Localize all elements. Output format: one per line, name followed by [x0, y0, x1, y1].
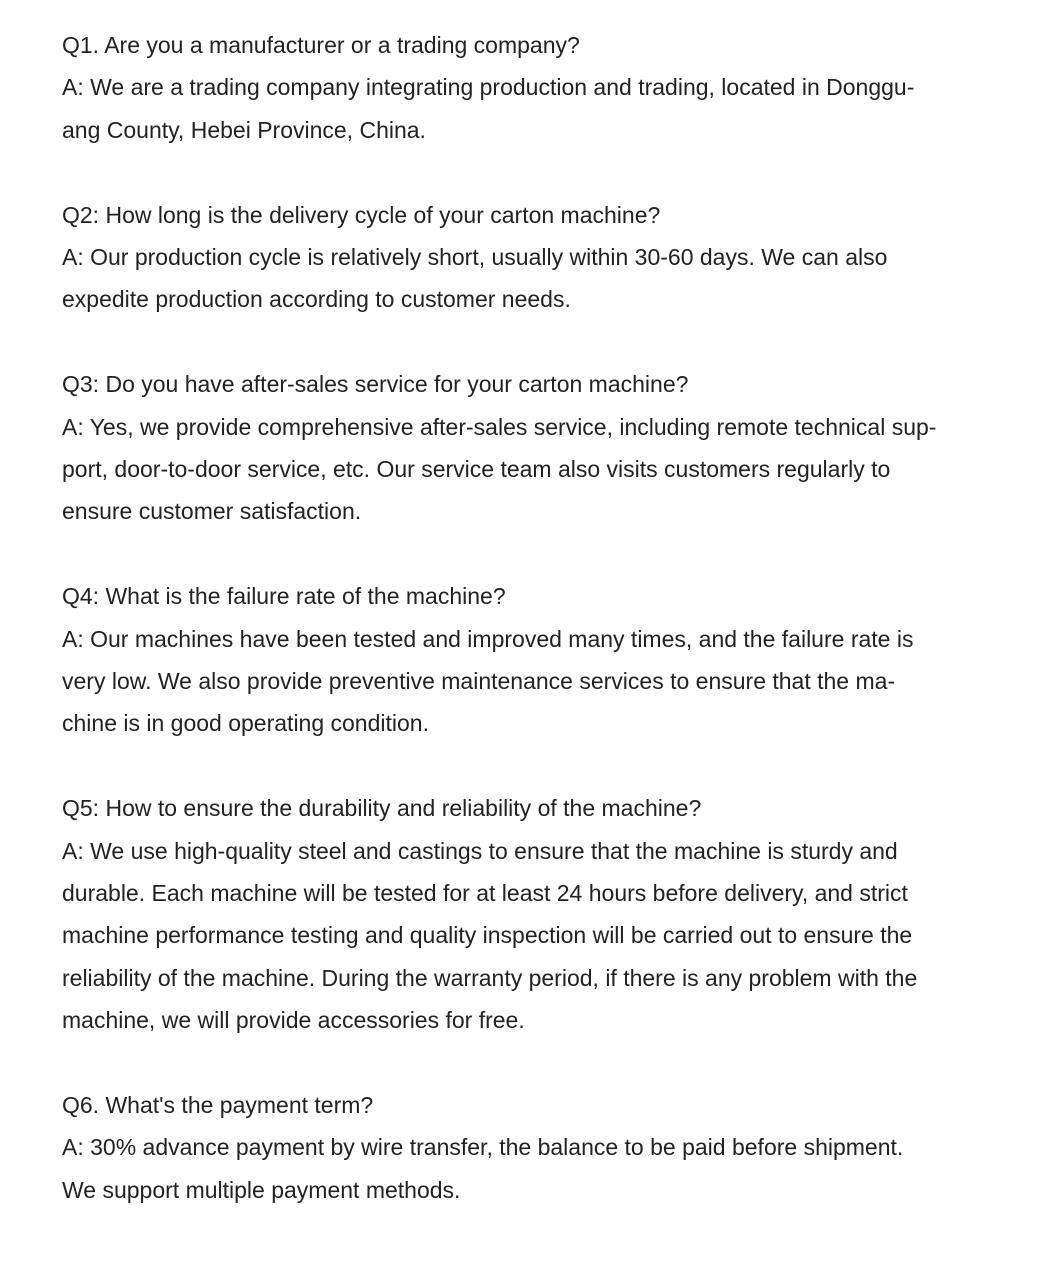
faq-question: Q5: How to ensure the durability and reliability of the machine?: [62, 795, 702, 822]
faq-answer-line: chine is in good operating condition.: [62, 710, 429, 737]
faq-item-3: [62, 363, 1042, 533]
faq-question: Q4: What is the failure rate of the machine?: [62, 583, 506, 610]
faq-answer-line: A: Our machines have been tested and improved many times, and the failure rate is: [62, 625, 914, 652]
faq-answer-line: We support multiple payment methods.: [62, 1176, 461, 1203]
faq-answer-line: A: Our production cycle is relatively short, usually within 30-60 days. We can also: [62, 244, 888, 271]
faq-question: Q3: Do you have after-sales service for your carton machine?: [62, 371, 689, 398]
faq-answer-line: very low. We also provide preventive maintenance services to ensure that the ma-: [62, 668, 896, 695]
faq-item-1: [62, 24, 1042, 151]
faq-answer-line: ensure customer satisfaction.: [62, 498, 362, 525]
faq-item-6: [62, 1084, 1042, 1211]
faq-item-5: [62, 787, 1042, 1041]
faq-answer-line: A: Yes, we provide comprehensive after-sales service, including remote technical sup-: [62, 413, 937, 440]
faq-answer-line: port, door-to-door service, etc. Our service team also visits customers regularly to: [62, 456, 891, 483]
faq-answer-line: A: We are a trading company integrating production and trading, located in Donggu-: [62, 74, 915, 101]
faq-answer-line: A: We use high-quality steel and castings to ensure that the machine is sturdy and: [62, 837, 898, 864]
faq-answer-line: A: 30% advance payment by wire transfer, the balance to be paid before shipment.: [62, 1134, 904, 1161]
faq-item-2: [62, 194, 1042, 321]
faq-answer-line: durable. Each machine will be tested for at least 24 hours before delivery, and strict: [62, 880, 908, 907]
faq-answer-line: machine performance testing and quality inspection will be carried out to ensure the: [62, 922, 913, 949]
faq-answer-line: machine, we will provide accessories for free.: [62, 1007, 525, 1034]
faq-answer-line: reliability of the machine. During the warranty period, if there is any problem with the: [62, 964, 918, 991]
faq-answer-line: expedite production according to customer needs.: [62, 286, 571, 313]
faq-question: Q6. What's the payment term?: [62, 1092, 374, 1119]
faq-question: Q1. Are you a manufacturer or a trading company?: [62, 32, 580, 58]
faq-question: Q2: How long is the delivery cycle of your carton machine?: [62, 201, 661, 228]
faq-list: [62, 24, 1042, 1254]
faq-item-4: [62, 575, 1042, 745]
faq-answer-line: ang County, Hebei Province, China.: [62, 116, 426, 143]
